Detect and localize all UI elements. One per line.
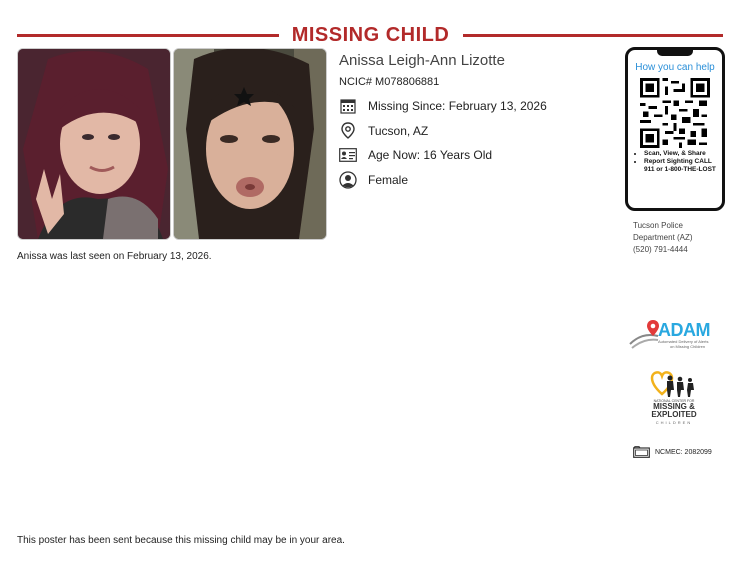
agency-name-line2: Department (AZ) [633,233,693,242]
phone-notch [657,50,693,56]
agency-phone: (520) 791-4444 [633,245,688,254]
agency-contact [633,220,693,256]
ncic-number: NCIC# M078806881 [339,76,440,88]
ncmec-case-id [633,446,712,458]
map-pin-icon [339,122,357,140]
sex: Female [368,173,409,187]
last-seen-caption: Anissa was last seen on February 13, 2026. [17,251,212,262]
child-name: Anissa Leigh-Ann Lizotte [339,52,505,69]
adam-logo [628,318,720,354]
qr-code[interactable] [640,78,710,148]
page-title: MISSING CHILD [291,24,450,46]
ncmec-line3: EXPLOITED [651,410,697,419]
location-row [339,121,428,141]
help-bullet-report: • Report Sighting CALL 911 or 1-800-THE-LOST [644,158,720,174]
age-row [339,145,492,165]
agency-name-line1: Tucson Police [633,221,683,230]
calendar-icon [339,97,357,115]
ncmec-line2: MISSING & [653,402,695,411]
ncmec-case-number: NCMEC: 2082099 [655,448,712,456]
location: Tucson, AZ [368,124,429,138]
child-photo-1 [17,48,171,240]
person-icon [339,171,357,189]
child-photo-2 [173,48,327,240]
ncmec-logo [646,370,702,430]
missing-since: Missing Since: February 13, 2026 [368,99,547,113]
help-heading: How you can help [635,62,715,73]
ncmec-line1: NATIONAL CENTER FOR [653,399,695,403]
help-instructions [632,150,720,174]
help-phone-card [625,47,725,211]
sex-row [339,170,408,190]
adam-subtitle-1: Automated Delivery of Alerts [658,339,709,344]
id-card-icon [339,146,357,164]
adam-subtitle-2: on Missing Children [670,344,706,349]
age-now: Age Now: 16 Years Old [368,148,493,162]
ncmec-line4: CHILDREN [655,420,693,425]
folder-icon [633,446,650,458]
help-bullet-share: • Scan, View, & Share [644,150,720,158]
footer-note: This poster has been sent because this missing child may be in your area. [17,535,345,546]
adam-wordmark: ADAM [658,320,710,340]
missing-since-row [339,96,547,116]
